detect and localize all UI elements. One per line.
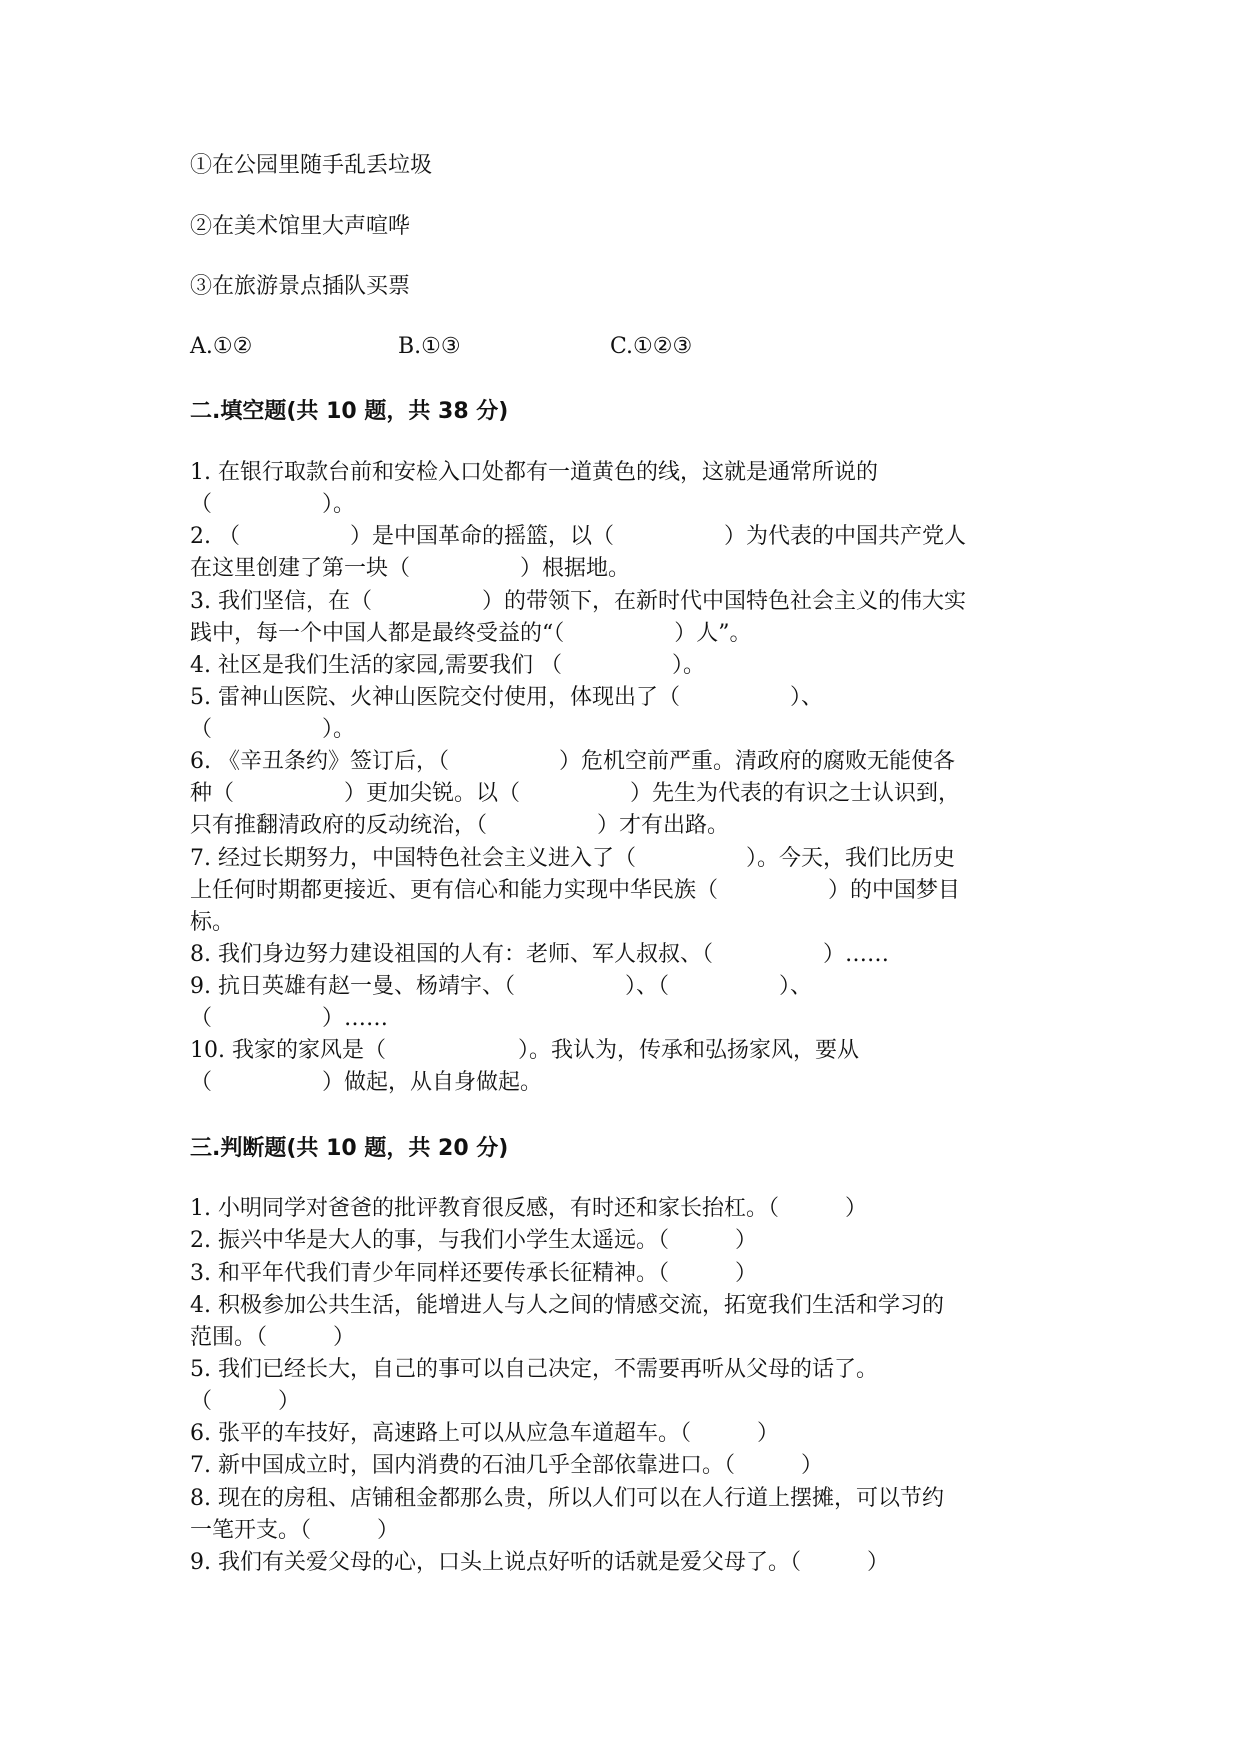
prev-item-1: ①在公园里随手乱丢垃圾 — [190, 153, 433, 178]
fill-line: 2. （ ）是中国革命的摇篮，以（ ）为代表的中国共产党人 — [190, 524, 966, 549]
fill-line: 种（ ）更加尖锐。以（ ）先生为代表的有识之士认识到， — [190, 781, 961, 806]
judge-line: 范围。（ ） — [190, 1325, 356, 1350]
fill-line: 践中，每一个中国人都是最终受益的“（ ）人”。 — [190, 621, 752, 646]
fill-line: 6. 《辛丑条约》签订后，（ ）危机空前严重。清政府的腐败无能使各 — [190, 749, 955, 774]
option-a: A.①② — [190, 334, 253, 359]
judge-line: 一笔开支。（ ） — [190, 1518, 400, 1543]
fill-line: 4. 社区是我们生活的家园,需要我们 （ ）。 — [190, 653, 705, 678]
fill-line: 标。 — [190, 910, 235, 935]
fill-line: （ ）做起，从自身做起。 — [190, 1070, 543, 1095]
judge-line: 3. 和平年代我们青少年同样还要传承长征精神。（ ） — [190, 1261, 757, 1286]
judge-line: 9. 我们有关爱父母的心，口头上说点好听的话就是爱父母了。（ ） — [190, 1550, 889, 1575]
judge-line: 1. 小明同学对爸爸的批评教育很反感，有时还和家长抬杠。（ ） — [190, 1196, 867, 1221]
option-b: B.①③ — [398, 334, 461, 359]
judge-line: 7. 新中国成立时，国内消费的石油几乎全部依靠进口。（ ） — [190, 1453, 823, 1478]
fill-line: 1. 在银行取款台前和安检入口处都有一道黄色的线，这就是通常所说的 — [190, 460, 878, 485]
prev-item-3: ③在旅游景点插队买票 — [190, 274, 411, 299]
fill-line: 上任何时期都更接近、更有信心和能力实现中华民族（ ）的中国梦目 — [190, 878, 961, 903]
fill-line: 在这里创建了第一块（ ）根据地。 — [190, 556, 631, 581]
fill-line: （ ）…… — [190, 1006, 389, 1031]
fill-line: 5. 雷神山医院、火神山医院交付使用，体现出了（ ）、 — [190, 685, 823, 710]
judge-line: （ ） — [190, 1389, 301, 1414]
section-3-heading: 三.判断题(共 10 题，共 20 分) — [190, 1136, 509, 1161]
prev-item-2: ②在美术馆里大声喧哗 — [190, 214, 411, 239]
fill-line: 9. 抗日英雄有赵一曼、杨靖宇、（ ）、（ ）、 — [190, 974, 812, 999]
fill-line: 只有推翻清政府的反动统治，（ ）才有出路。 — [190, 813, 730, 838]
fill-line: 7. 经过长期努力，中国特色社会主义进入了（ ）。今天，我们比历史 — [190, 846, 955, 871]
judge-line: 5. 我们已经长大，自己的事可以自己决定，不需要再听从父母的话了。 — [190, 1357, 878, 1382]
judge-line: 8. 现在的房租、店铺租金都那么贵，所以人们可以在人行道上摆摊，可以节约 — [190, 1486, 944, 1511]
fill-line: （ ）。 — [190, 717, 356, 742]
fill-line: （ ）。 — [190, 492, 356, 517]
judge-line: 6. 张平的车技好，高速路上可以从应急车道超车。（ ） — [190, 1421, 779, 1446]
option-c: C.①②③ — [610, 334, 693, 359]
fill-line: 8. 我们身边努力建设祖国的人有：老师、军人叔叔、（ ）…… — [190, 942, 889, 967]
judge-line: 4. 积极参加公共生活，能增进人与人之间的情感交流，拓宽我们生活和学习的 — [190, 1293, 944, 1318]
fill-line: 3. 我们坚信，在（ ）的带领下，在新时代中国特色社会主义的伟大实 — [190, 589, 966, 614]
judge-line: 2. 振兴中华是大人的事，与我们小学生太遥远。（ ） — [190, 1228, 757, 1253]
fill-line: 10. 我家的家风是（ ）。我认为，传承和弘扬家风，要从 — [190, 1038, 859, 1063]
section-2-heading: 二.填空题(共 10 题，共 38 分) — [190, 399, 509, 424]
